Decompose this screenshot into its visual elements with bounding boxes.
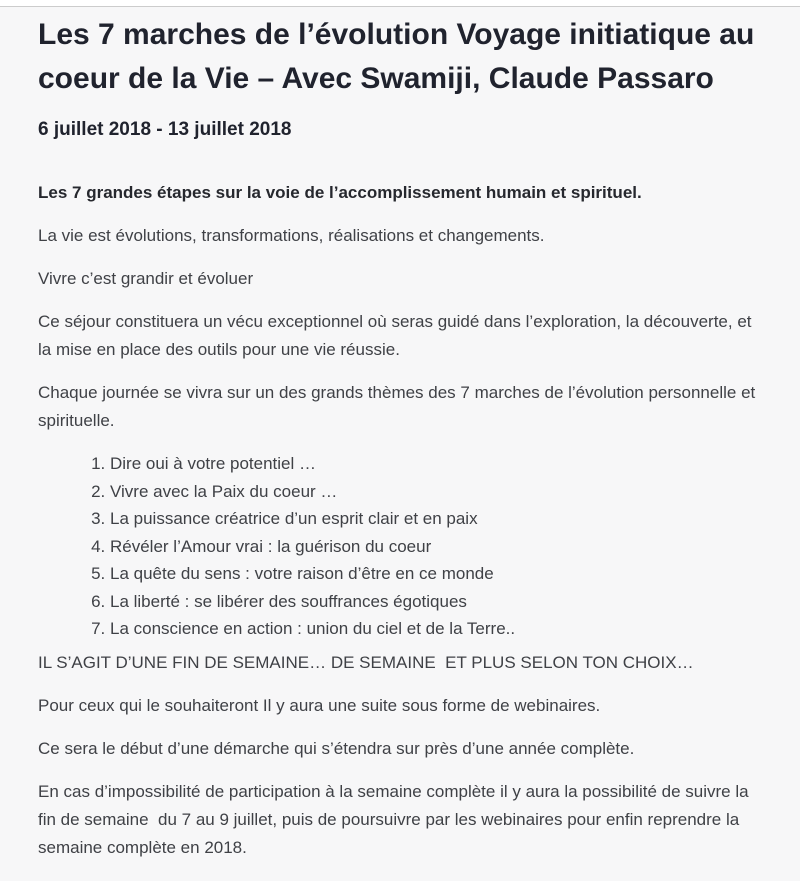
list-item: 3. La puissance créatrice d’un esprit clair et en paix bbox=[110, 505, 762, 533]
list-item: 4. Révéler l’Amour vrai : la guérison du coeur bbox=[110, 533, 762, 561]
list-item: 5. La quête du sens : votre raison d’être en ce monde bbox=[110, 560, 762, 588]
paragraph: En cas d’impossibilité de participation à la semaine complète il y aura la possibilité de suivre la fin de semaine du 7 au 9 juillet, puis de poursuivre par les webinaires pour enfin reprendre la semaine complète en 2018. bbox=[38, 781, 754, 857]
outro-paragraphs bbox=[38, 649, 762, 862]
header-bottom-edge bbox=[0, 0, 800, 7]
list-item: 7. La conscience en action : union du ciel et de la Terre.. bbox=[110, 615, 762, 643]
list-item: 6. La liberté : se libérer des souffrances égotiques bbox=[110, 588, 762, 616]
list-item: 1. Dire oui à votre potentiel … bbox=[110, 450, 762, 478]
seven-steps-list bbox=[38, 450, 762, 643]
paragraph: Ce sera le début d’une démarche qui s’étendra sur près d’une année complète. bbox=[38, 738, 635, 758]
event-date-range: 6 juillet 2018 - 13 juillet 2018 bbox=[38, 119, 292, 140]
lead-paragraph: Les 7 grandes étapes sur la voie de l’accomplissement humain et spirituel. bbox=[38, 183, 642, 202]
intro-paragraphs bbox=[38, 222, 762, 435]
paragraph: IL S’AGIT D’UNE FIN DE SEMAINE… DE SEMAINE ET PLUS SELON TON CHOIX… bbox=[38, 652, 694, 672]
paragraph: Vivre c’est grandir et évoluer bbox=[38, 269, 254, 288]
page-title: Les 7 marches de l’évolution Voyage initiatique au coeur de la Vie – Avec Swamiji, Claude Passaro bbox=[38, 18, 755, 95]
paragraph: Pour ceux qui le souhaiteront Il y aura une suite sous forme de webinaires. bbox=[38, 695, 601, 715]
paragraph: Ce séjour constituera un vécu exceptionnel où seras guidé dans l’exploration, la découverte, et la mise en place des outils pour une vie réussie. bbox=[38, 312, 757, 359]
article-content bbox=[0, 7, 800, 862]
paragraph: Chaque journée se vivra sur un des grands thèmes des 7 marches de l’évolution personnelle et spirituelle. bbox=[38, 383, 760, 430]
paragraph: La vie est évolutions, transformations, réalisations et changements. bbox=[38, 226, 545, 245]
list-item: 2. Vivre avec la Paix du coeur … bbox=[110, 478, 762, 506]
